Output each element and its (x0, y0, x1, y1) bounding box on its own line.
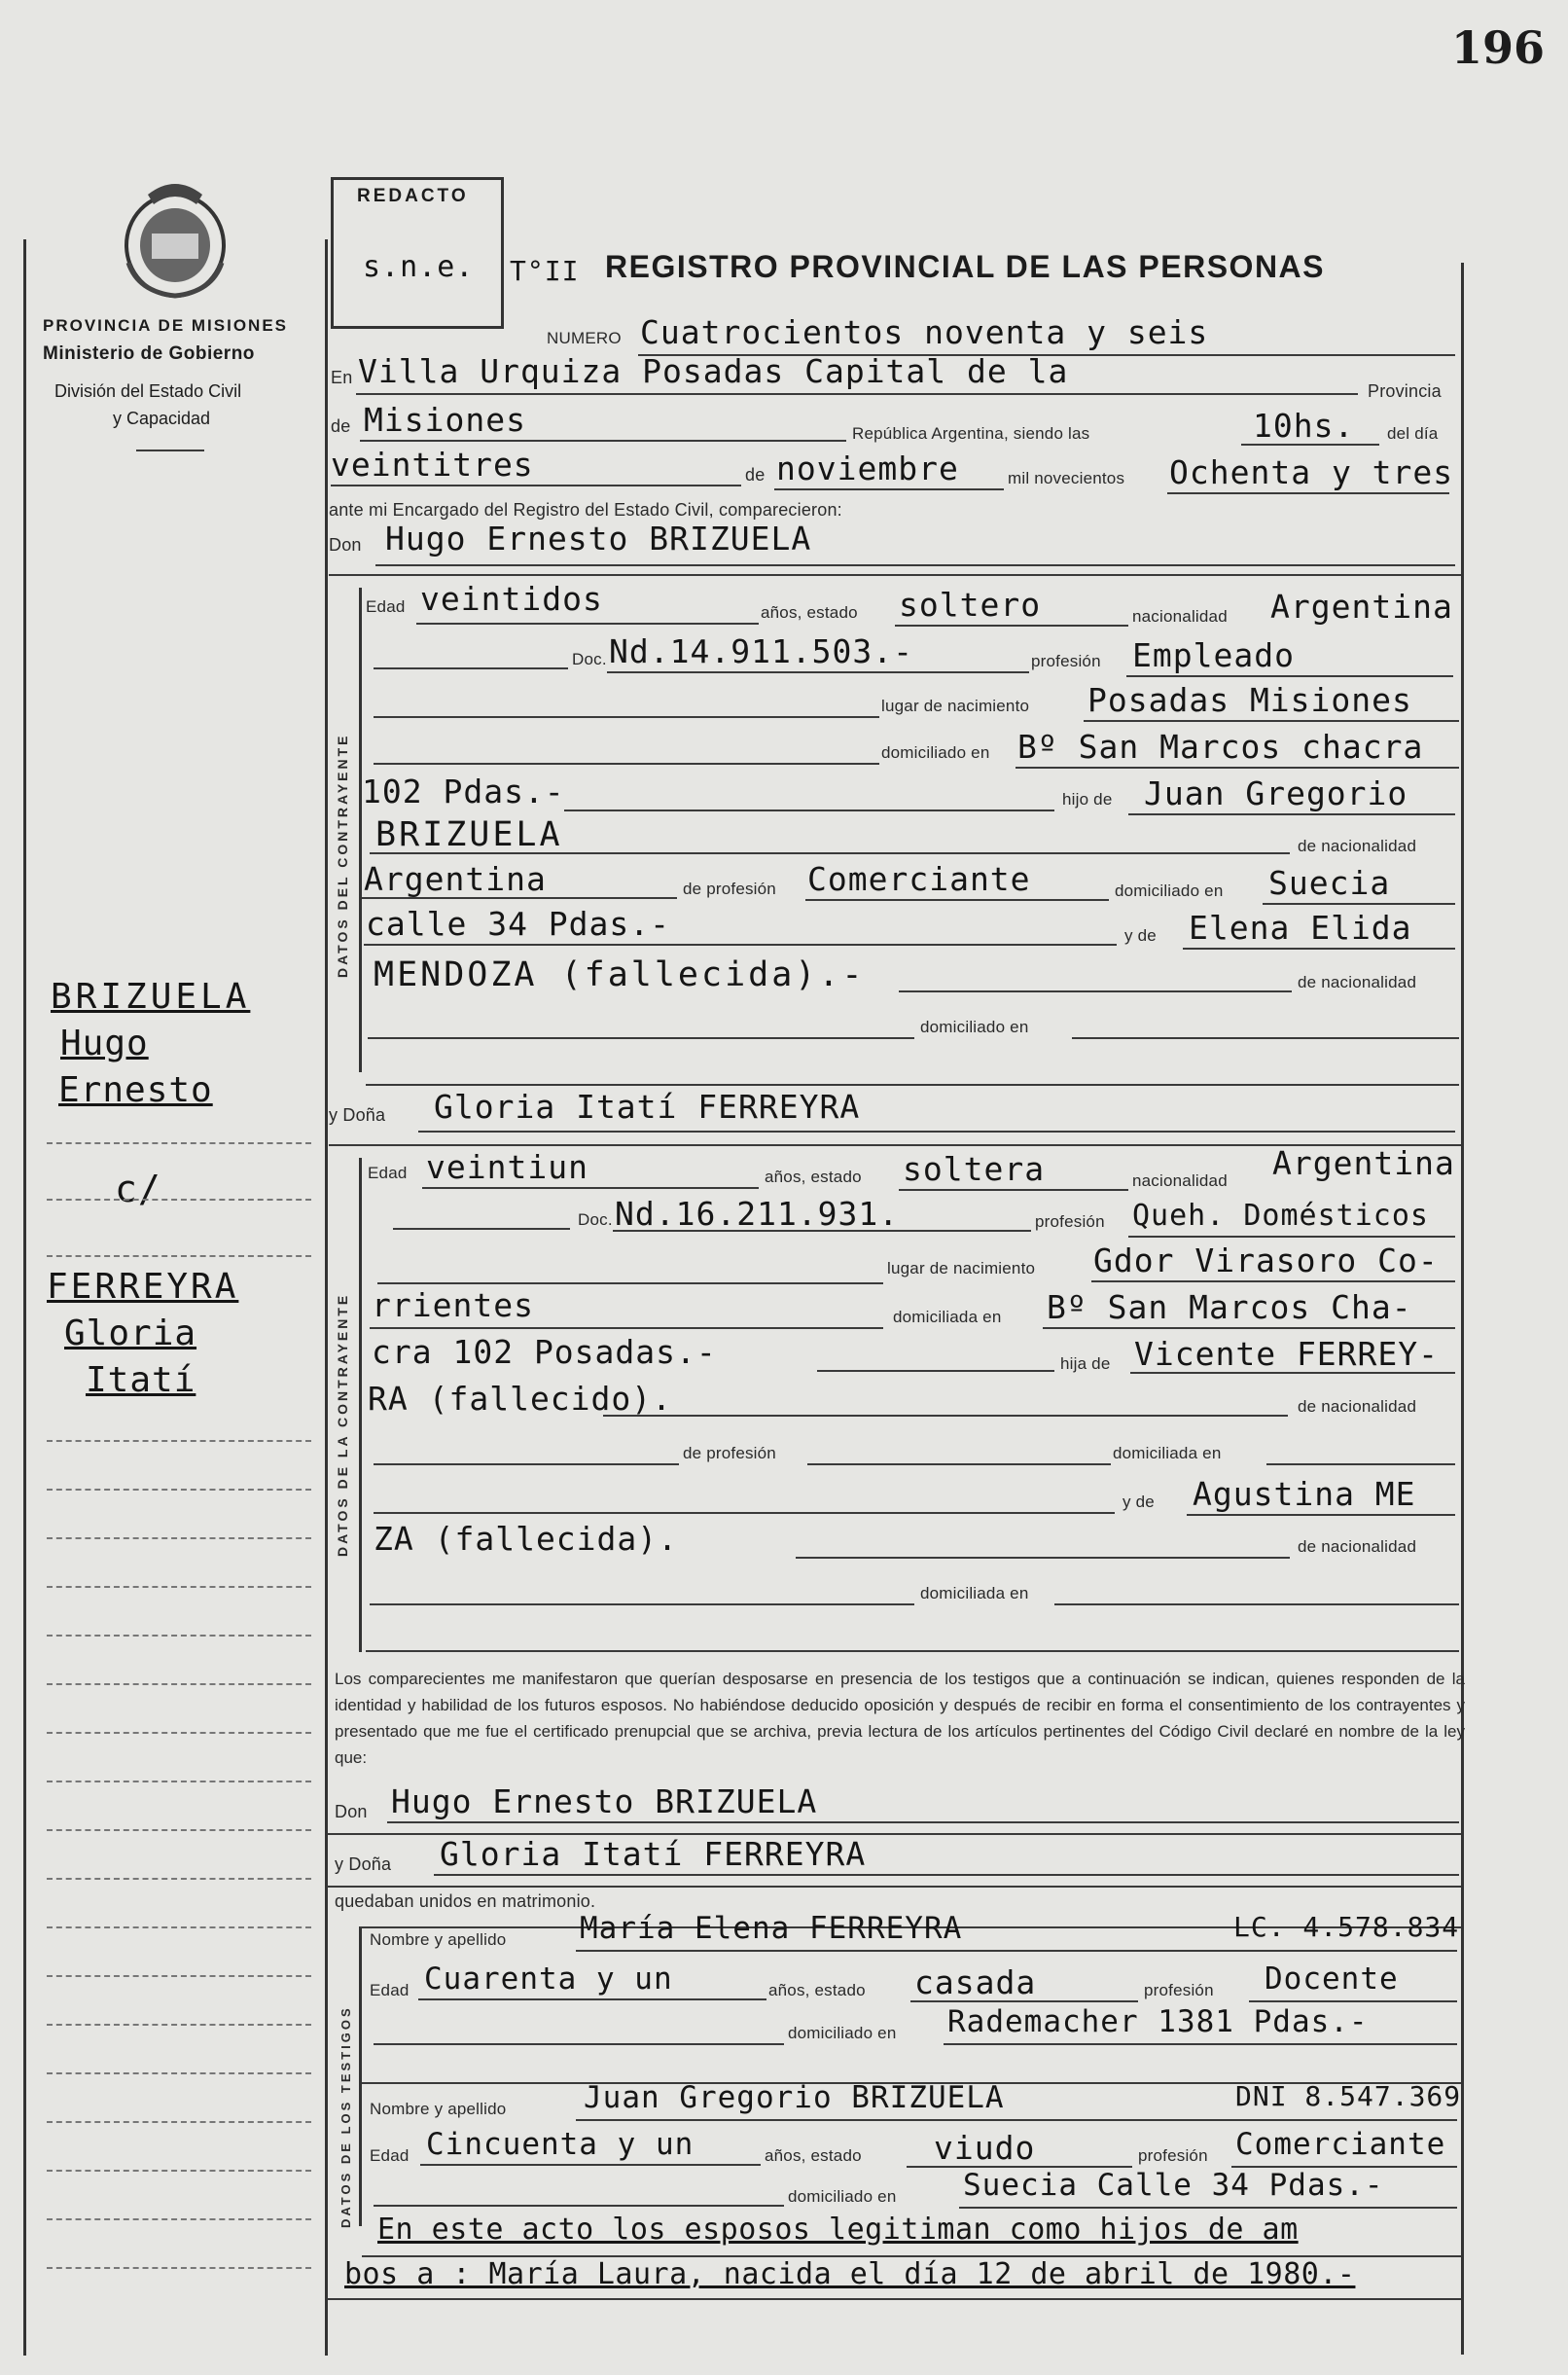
bride-lugar-2: rrientes (372, 1286, 534, 1324)
w2-domicilio: Suecia Calle 34 Pdas.- (963, 2168, 1384, 2203)
groom-domicilio-label: domiciliado en (881, 743, 990, 762)
w1-doc: LC. 4.578.834 (1233, 1911, 1460, 1943)
w1-domicilio: Rademacher 1381 Pdas.- (947, 2004, 1369, 2039)
en-label: En (331, 368, 353, 387)
legitimation-note-2: bos a : María Laura, nacida el día 12 de abril de 1980.- (344, 2257, 1356, 2291)
decl-don-label: Don (335, 1802, 368, 1821)
w2-nombre-label: Nombre y apellido (370, 2100, 507, 2118)
w2-doc: DNI 8.547.369 (1235, 2080, 1462, 2112)
groom-father-dom-2: calle 34 Pdas.- (366, 905, 671, 943)
bride-de-profesion-label: de profesión (683, 1444, 776, 1462)
w1-edad-label: Edad (370, 1981, 410, 1999)
dona-label: y Doña (329, 1105, 386, 1125)
margin-bride-name-2: Itatí (86, 1360, 196, 1400)
division-line-2: y Capacidad (113, 409, 211, 428)
declaration-text: Los comparecientes me manifestaron que querían desposarse en presencia de los testigos que a continuación se indican, quienes responden de la identidad y habilidad de los futuros esposos. No habiéndose deducido oposición y después de recibir en forma el consentimiento de los contrayentes y presentado que me fue el certificado prenupcial que se archiva, previa lectura de los artículos pertinentes del Código Civil declaré en nombre de la ley que: (335, 1670, 1465, 1767)
bride-edad-label: Edad (368, 1164, 408, 1182)
groom-father-profession: Comerciante (807, 860, 1031, 898)
de-month-label: de (745, 465, 766, 485)
bride-profesion-label: profesión (1035, 1212, 1105, 1231)
bride-dom-label-2: domiciliada en (920, 1584, 1029, 1602)
legitimation-note-1: En este acto los esposos legitiman como hijos de am (377, 2213, 1299, 2247)
w2-name: Juan Gregorio BRIZUELA (584, 2080, 1005, 2115)
act-day: veintitres (331, 446, 534, 484)
groom-profesion-label: profesión (1031, 652, 1101, 670)
w1-age: Cuarenta y un (424, 1961, 673, 1997)
province-heading: PROVINCIA DE MISIONES (43, 316, 289, 335)
w1-nombre-label: Nombre y apellido (370, 1930, 507, 1949)
ante-text: ante mi Encargado del Registro del Estado Civil, comparecieron: (329, 500, 842, 520)
bride-mother-2: ZA (fallecida). (374, 1520, 679, 1558)
bride-de-nac-label: de nacionalidad (1298, 1397, 1417, 1416)
groom-father-dom-1: Suecia (1268, 864, 1391, 902)
groom-nacionalidad: Argentina (1270, 588, 1453, 626)
witnesses-section-label: DATOS DE LOS TESTIGOS (339, 2005, 353, 2228)
margin-bride-name-1: Gloria (64, 1313, 197, 1353)
act-number: Cuatrocientos noventa y seis (640, 313, 1209, 351)
groom-section-label: DATOS DEL CONTRAYENTE (335, 733, 350, 978)
w2-edad-label: Edad (370, 2146, 410, 2165)
bride-domicilio-2: cra 102 Posadas.- (372, 1333, 717, 1371)
bride-domicilio-1: Bº San Marcos Cha- (1047, 1288, 1412, 1326)
groom-mother-1: Elena Elida (1189, 909, 1412, 947)
bride-father-2: RA (fallecido). (368, 1380, 673, 1418)
groom-dom-en-label: domiciliado en (1115, 882, 1224, 900)
decl-groom-name: Hugo Ernesto BRIZUELA (391, 1782, 818, 1820)
w2-profesion-label: profesión (1138, 2146, 1208, 2165)
w2-profesion: Comerciante (1235, 2127, 1446, 2162)
mil-novecientos: mil novecientos (1008, 469, 1125, 487)
margin-bride-surname: FERREYRA (47, 1267, 239, 1307)
bride-lugar-1: Gdor Virasoro Co- (1093, 1241, 1439, 1279)
margin-conjunction: c/ (115, 1168, 161, 1210)
groom-father-nationality: Argentina (364, 860, 547, 898)
registry-title: REGISTRO PROVINCIAL DE LAS PERSONAS (605, 249, 1325, 284)
groom-doc: Nd.14.911.503.- (609, 632, 914, 670)
margin-surname: BRIZUELA (51, 977, 251, 1017)
w1-estado: casada (914, 1963, 1037, 2001)
bride-domicilio-label: domiciliada en (893, 1308, 1002, 1326)
w2-age: Cincuenta y un (426, 2127, 695, 2162)
republica-text: República Argentina, siendo las (852, 424, 1090, 443)
w2-anos-estado: años, estado (765, 2146, 862, 2165)
bride-mother-1: Agustina ME (1193, 1475, 1416, 1513)
redacto-stamp (331, 177, 504, 329)
bride-age: veintiun (426, 1148, 588, 1186)
del-dia-label: del día (1387, 424, 1439, 443)
unidos-text: quedaban unidos en matrimonio. (335, 1891, 596, 1911)
groom-de-profesion-label: de profesión (683, 880, 776, 898)
coat-of-arms-icon (119, 175, 232, 302)
w1-anos-estado: años, estado (768, 1981, 866, 1999)
bride-profesion: Queh. Domésticos (1132, 1199, 1429, 1233)
groom-nacionalidad-label: nacionalidad (1132, 607, 1228, 626)
bride-de-nac-label-2: de nacionalidad (1298, 1537, 1417, 1556)
groom-estado: soltero (899, 586, 1042, 624)
groom-de-nac-label-2: de nacionalidad (1298, 973, 1417, 991)
act-year: Ochenta y tres (1169, 453, 1454, 491)
bride-y-de-label: y de (1123, 1493, 1155, 1511)
bride-doc-label: Doc. (578, 1210, 613, 1229)
groom-lugar: Posadas Misiones (1087, 681, 1412, 719)
bride-dom-en-label: domiciliada en (1113, 1444, 1222, 1462)
w2-dom-label: domiciliado en (788, 2187, 897, 2206)
decl-dona-label: y Doña (335, 1854, 392, 1874)
w1-profesion-label: profesión (1144, 1981, 1214, 1999)
groom-father-2: BRIZUELA (375, 815, 563, 854)
groom-doc-label: Doc. (572, 650, 607, 668)
groom-mother-2: MENDOZA (fallecida).- (374, 955, 866, 994)
groom-lugar-label: lugar de nacimiento (881, 697, 1030, 715)
don-label: Don (329, 535, 362, 555)
w1-name: María Elena FERREYRA (580, 1911, 963, 1946)
groom-y-de-label: y de (1124, 926, 1157, 945)
act-hour: 10hs. (1253, 407, 1355, 445)
de-label: de (331, 416, 351, 436)
groom-de-nac-label: de nacionalidad (1298, 837, 1417, 855)
groom-edad-label: Edad (366, 597, 406, 616)
groom-domicilio-1: Bº San Marcos chacra (1017, 728, 1424, 766)
w1-profesion: Docente (1265, 1961, 1399, 1997)
province-value: Misiones (364, 401, 526, 439)
act-month: noviembre (776, 450, 959, 487)
bride-doc: Nd.16.211.931. (615, 1195, 900, 1233)
groom-hijo-label: hijo de (1062, 790, 1113, 809)
groom-anos-estado: años, estado (761, 603, 858, 622)
margin-name-2: Ernesto (58, 1070, 213, 1110)
place-of-act: Villa Urquiza Posadas Capital de la (358, 352, 1069, 390)
w1-dom-label: domiciliado en (788, 2024, 897, 2042)
margin-name-1: Hugo (60, 1024, 149, 1063)
groom-profesion: Empleado (1132, 636, 1295, 674)
division-line-1: División del Estado Civil (54, 381, 242, 401)
bride-lugar-label: lugar de nacimiento (887, 1259, 1036, 1277)
groom-domicilio-2: 102 Pdas.- (362, 773, 565, 810)
redacto-initials: s.n.e. (363, 250, 475, 284)
page-number: 196 (1451, 21, 1546, 74)
bride-anos-estado: años, estado (765, 1168, 862, 1186)
provincia-label: Provincia (1368, 381, 1442, 401)
decl-bride-name: Gloria Itatí FERREYRA (440, 1835, 867, 1873)
tomo-note: T°II (510, 255, 580, 287)
redacto-title: REDACTO (357, 186, 469, 206)
bride-nacionalidad-label: nacionalidad (1132, 1171, 1228, 1190)
bride-section-label: DATOS DE LA CONTRAYENTE (335, 1292, 350, 1557)
w2-estado: viudo (934, 2129, 1036, 2167)
groom-father-1: Juan Gregorio (1144, 774, 1408, 812)
groom-name: Hugo Ernesto BRIZUELA (385, 520, 812, 558)
groom-age: veintidos (420, 580, 603, 618)
bride-hija-label: hija de (1060, 1354, 1111, 1373)
bride-estado: soltera (903, 1150, 1046, 1188)
bride-name: Gloria Itatí FERREYRA (434, 1088, 861, 1126)
groom-dom-label-2: domiciliado en (920, 1018, 1029, 1036)
bride-father-1: Vicente FERREY- (1134, 1335, 1440, 1373)
numero-label: NUMERO (547, 329, 622, 347)
ministry-heading: Ministerio de Gobierno (43, 343, 255, 364)
bride-nacionalidad: Argentina (1272, 1144, 1455, 1182)
